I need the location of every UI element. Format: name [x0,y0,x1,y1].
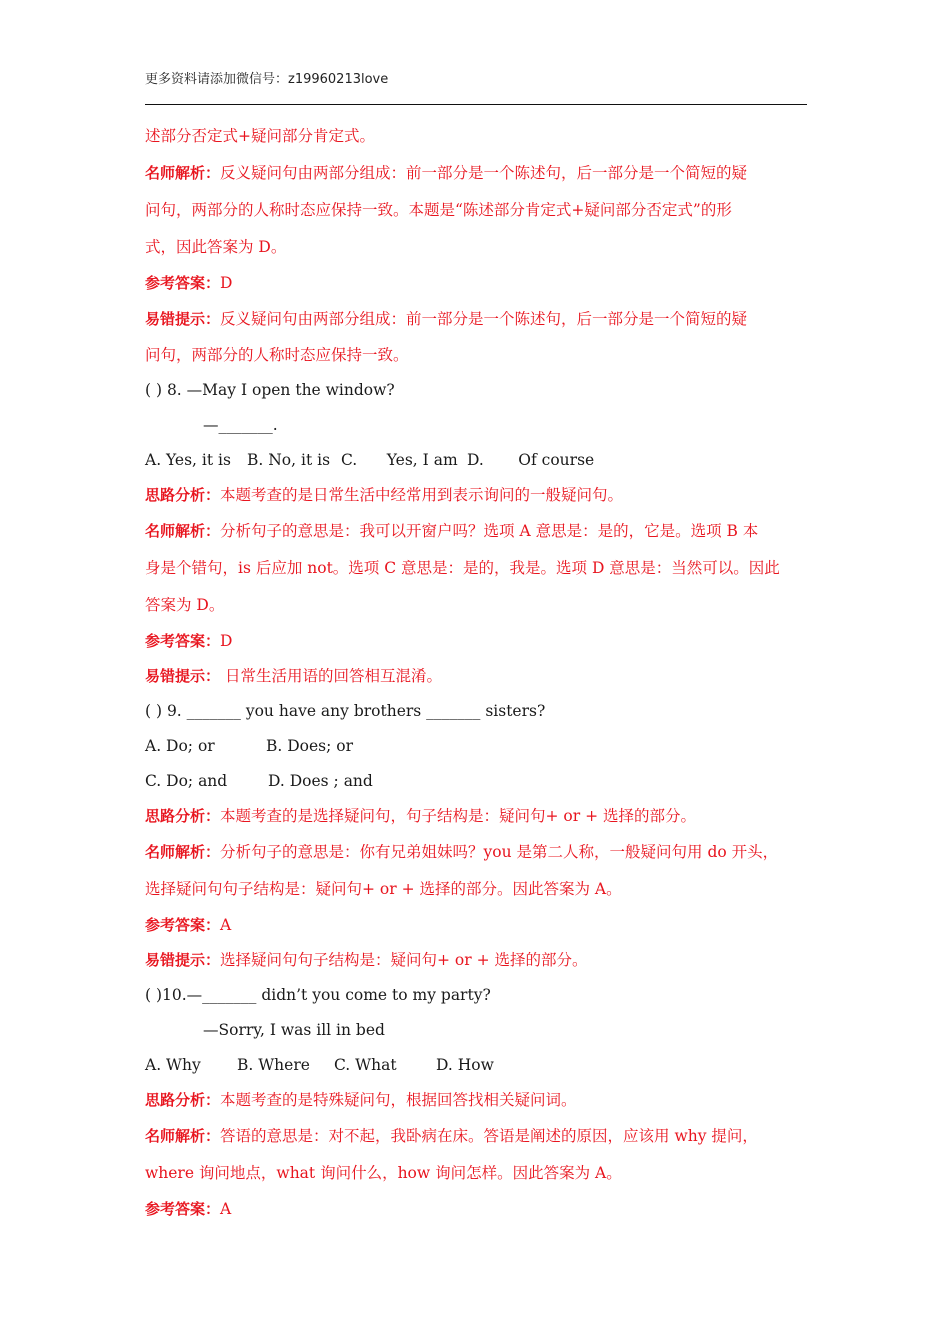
answer-text: D [220,632,233,650]
analysis-label: 名师解析： [145,1127,221,1145]
option-a: A. Do; or [145,737,215,755]
analysis-line [145,1118,817,1155]
option-c: C. Do; and [145,772,228,790]
answer-label: 参考答案： [145,1200,221,1218]
question-9-options-row2 [145,764,817,799]
analysis-line [145,155,817,192]
option-c: C. What [334,1056,397,1074]
answer-label: 参考答案： [145,274,221,292]
thinking-line [145,799,817,834]
thinking-text: 本题考查的是日常生活中经常用到表示询问的一般疑问句。 [220,486,624,504]
option-d: D. Of course [467,451,595,469]
option-c: C. Yes, I am [341,451,458,469]
answer-line [145,624,817,659]
text-line: 选择疑问句句子结构是：疑问句+ or + 选择的部分。因此答案为 A。 [145,880,622,898]
thinking-text: 本题考查的是特殊疑问句，根据回答找相关疑问词。 [220,1091,577,1109]
thinking-line [145,1083,817,1118]
option-a: A. Yes, it is [145,451,231,469]
thinking-label: 思路分析： [145,486,221,504]
question-10: ( )10.—_______ didn’t you come to my party? [145,986,491,1004]
answer-label: 参考答案： [145,916,221,934]
answer-text: A [220,1200,232,1218]
error-tip-line [145,301,817,338]
analysis-text: 反义疑问句由两部分组成：前一部分是一个陈述句，后一部分是一个简短的疑 [220,164,748,182]
answer-label: 参考答案： [145,632,221,650]
error-tip-line [145,943,817,978]
text-line: 问句，两部分的人称时态应保持一致。 [145,346,409,364]
analysis-label: 名师解析： [145,164,221,182]
text-line: 问句，两部分的人称时态应保持一致。本题是“陈述部分肯定式+疑问部分否定式”的形 [145,201,732,219]
text-line: 身是个错句，is 后应加 not。选项 C 意思是：是的，我是。选项 D 意思是：当然可以。因此 [145,559,780,577]
answer-line [145,266,817,301]
document-body [145,118,817,1227]
thinking-label: 思路分析： [145,807,221,825]
thinking-line [145,478,817,513]
answer-text: A [220,916,232,934]
header-divider [145,104,807,105]
text-line: 述部分否定式+疑问部分肯定式。 [145,127,375,145]
answer-line [145,908,817,943]
analysis-label: 名师解析： [145,843,221,861]
answer-text: D [220,274,233,292]
analysis-text: 分析句子的意思是：我可以开窗户吗？选项 A 意思是：是的，它是。选项 B 本 [220,522,759,540]
text-line: 答案为 D。 [145,596,225,614]
error-tip-line [145,659,817,694]
error-tip-text: 选择疑问句句子结构是：疑问句+ or + 选择的部分。 [220,951,588,969]
error-tip-label: 易错提示： [145,951,221,969]
answer-line [145,1192,817,1227]
question-8-blank: —_______. [203,416,278,434]
analysis-line [145,513,817,550]
question-9-options-row1 [145,729,817,764]
question-8-options [145,443,817,478]
analysis-line [145,834,817,871]
error-tip-label: 易错提示： [145,310,221,328]
question-9: ( ) 9. _______ you have any brothers _______ sisters? [145,702,546,720]
error-tip-text: 反义疑问句由两部分组成：前一部分是一个陈述句，后一部分是一个简短的疑 [220,310,748,328]
text-line: where 询问地点，what 询问什么，how 询问怎样。因此答案为 A。 [145,1164,622,1182]
option-b: B. Does; or [266,737,354,755]
question-10-reply: —Sorry, I was ill in bed [203,1021,385,1039]
thinking-label: 思路分析： [145,1091,221,1109]
option-d: D. Does ; and [268,772,373,790]
question-10-options [145,1048,817,1083]
option-b: B. Where [237,1056,310,1074]
analysis-text: 答语的意思是：对不起，我卧病在床。答语是阐述的原因，应该用 why 提问， [220,1127,758,1145]
error-tip-label: 易错提示： [145,667,221,685]
option-a: A. Why [145,1056,201,1074]
option-b: B. No, it is [247,451,331,469]
thinking-text: 本题考查的是选择疑问句，句子结构是：疑问句+ or + 选择的部分。 [220,807,697,825]
text-line: 式，因此答案为 D。 [145,238,287,256]
page-header-note: 更多资料请添加微信号：z19960213love [145,72,389,87]
analysis-label: 名师解析： [145,522,221,540]
error-tip-text: 日常生活用语的回答相互混淆。 [220,667,442,685]
option-d: D. How [436,1056,494,1074]
question-8: ( ) 8. —May I open the window? [145,381,395,399]
analysis-text: 分析句子的意思是：你有兄弟姐妹吗？you 是第二人称，一般疑问句用 do 开头， [220,843,779,861]
